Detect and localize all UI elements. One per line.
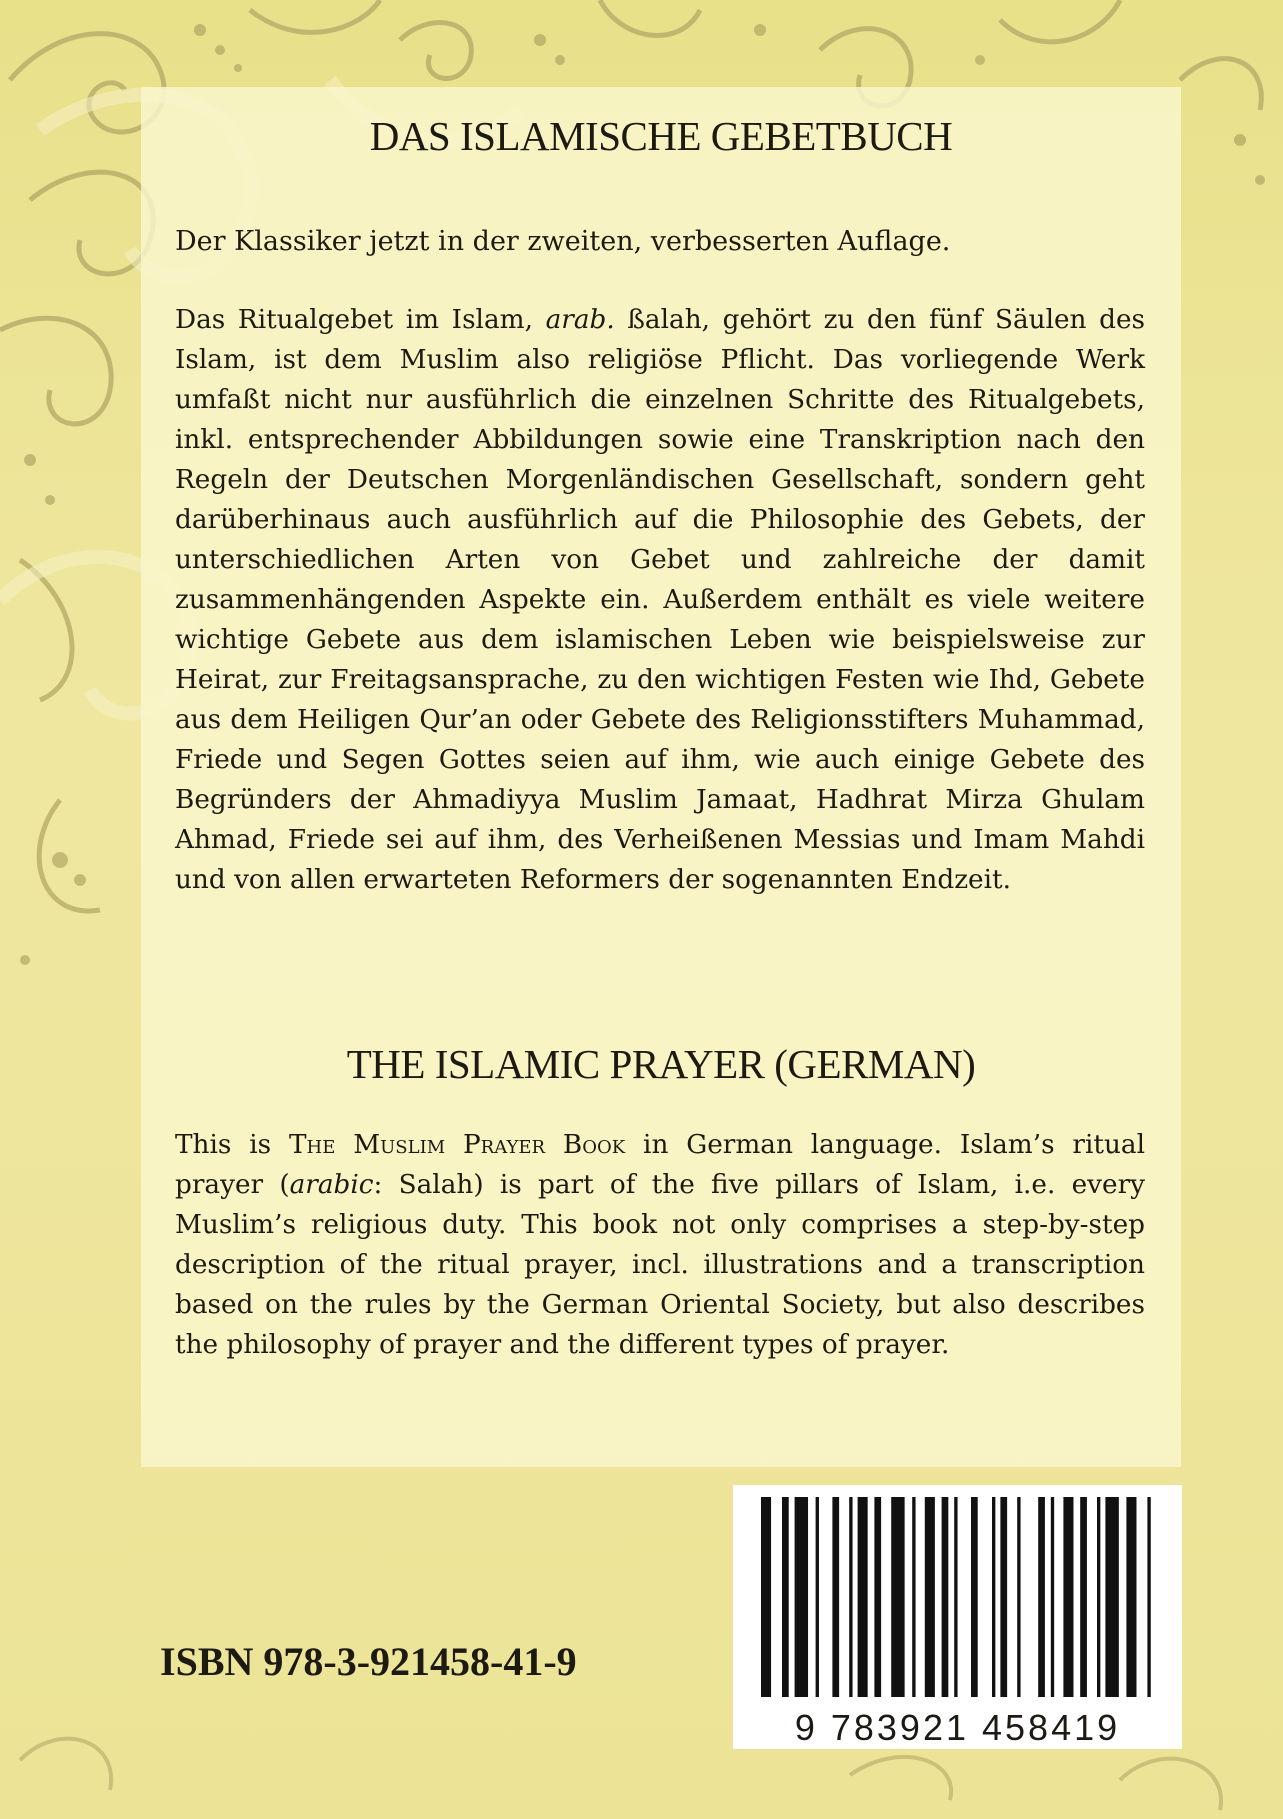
english-description-text: in German language. Islam’s ritual prayer (	[175, 1130, 1145, 1200]
barcode-bar	[874, 1497, 881, 1697]
barcode-digits: 9 783921 458419	[794, 1707, 1121, 1748]
german-title: DAS ISLAMISCHE GEBETBUCH	[369, 113, 953, 159]
barcode-bar	[795, 1497, 808, 1697]
english-book-title: The Muslim Prayer Book	[288, 1130, 626, 1160]
barcode-bar	[761, 1497, 771, 1697]
barcode-bar	[1105, 1497, 1118, 1697]
barcode-bar	[1038, 1497, 1045, 1697]
barcode-bar	[1063, 1497, 1073, 1697]
barcode-bar	[1080, 1497, 1087, 1697]
barcode-bar	[1051, 1497, 1054, 1697]
english-description-text: This is	[175, 1130, 272, 1160]
german-description-text: ßalah, gehört zu den fünf Säulen des Islam, ist dem Muslim also religiöse Pflicht. Das vorliegende Werk umfaßt nicht nur ausführlich die einzelnen Schritte des Ritualgebets, inkl. entsprechender Abbildungen sowie eine Transkription nach den Regeln der Deutschen Morgenländischen Gesellschaft, sondern geht darüberhinaus auch ausführlich auf die Philosophie des Gebets, der unterschiedlichen Arten von Gebet und zahlreiche der damit zusammenhängenden Aspekte ein. Außerdem enthält es viele weitere wichtige Gebete aus dem islamischen Leben wie beispielsweise zur Heirat, zur Freitagsansprache, zu den wichtigen Festen wie Ihd, Gebete aus dem Heiligen Qur’an oder Gebete des Religionsstifters Muhammad, Friede und Segen Gottes seien auf ihm, wie auch einige Gebete des Begründers der Ahmadiyya Muslim Jamaat, Hadhrat Mirza Ghulam Ahmad, Friede sei auf ihm, des Verheißenen Messias und Imam Mahdi und von allen erwarteten Reformers der sogenannten Endzeit.	[175, 305, 1146, 895]
english-description-text: : Salah) is part of the five pillars of Islam, i.e. every Muslim’s religious duty. This book not only comprises a step-by-step description of the ritual prayer, incl. illustrations and a transcription based on the rules by the German Oriental Society, but also describes the philosophy of prayer and the different types of prayer.	[175, 1170, 1145, 1360]
english-title: THE ISLAMIC PRAYER (GERMAN)	[346, 1041, 976, 1087]
barcode-bar	[1147, 1497, 1150, 1697]
barcode-bar	[912, 1497, 915, 1697]
barcode-bar	[1126, 1497, 1136, 1697]
barcode-bar	[891, 1497, 904, 1697]
isbn-label: ISBN 978-3-921458-41-9	[160, 1639, 577, 1684]
german-description-italic: arab.	[545, 305, 615, 335]
barcode-bar	[816, 1497, 819, 1697]
german-description-text: Das Ritualgebet im Islam,	[175, 305, 533, 335]
english-description-italic: arabic	[289, 1170, 374, 1200]
barcode-bar	[1097, 1497, 1100, 1697]
barcode-bar	[782, 1497, 789, 1697]
barcode	[733, 1485, 1182, 1749]
barcode-bar	[1000, 1497, 1007, 1697]
barcode-bar	[832, 1497, 839, 1697]
barcode-bar	[858, 1497, 868, 1697]
barcode-bar	[849, 1497, 852, 1697]
barcode-bar	[971, 1497, 978, 1697]
german-intro: Der Klassiker jetzt in der zweiten, verbesserten Auflage.	[175, 226, 951, 257]
barcode-bar	[1017, 1497, 1020, 1697]
barcode-bar	[992, 1497, 995, 1697]
english-description	[175, 1125, 1145, 1365]
barcode-bar	[954, 1497, 957, 1697]
barcode-bar	[925, 1497, 935, 1697]
german-description	[175, 300, 1145, 900]
barcode-bar	[942, 1497, 949, 1697]
